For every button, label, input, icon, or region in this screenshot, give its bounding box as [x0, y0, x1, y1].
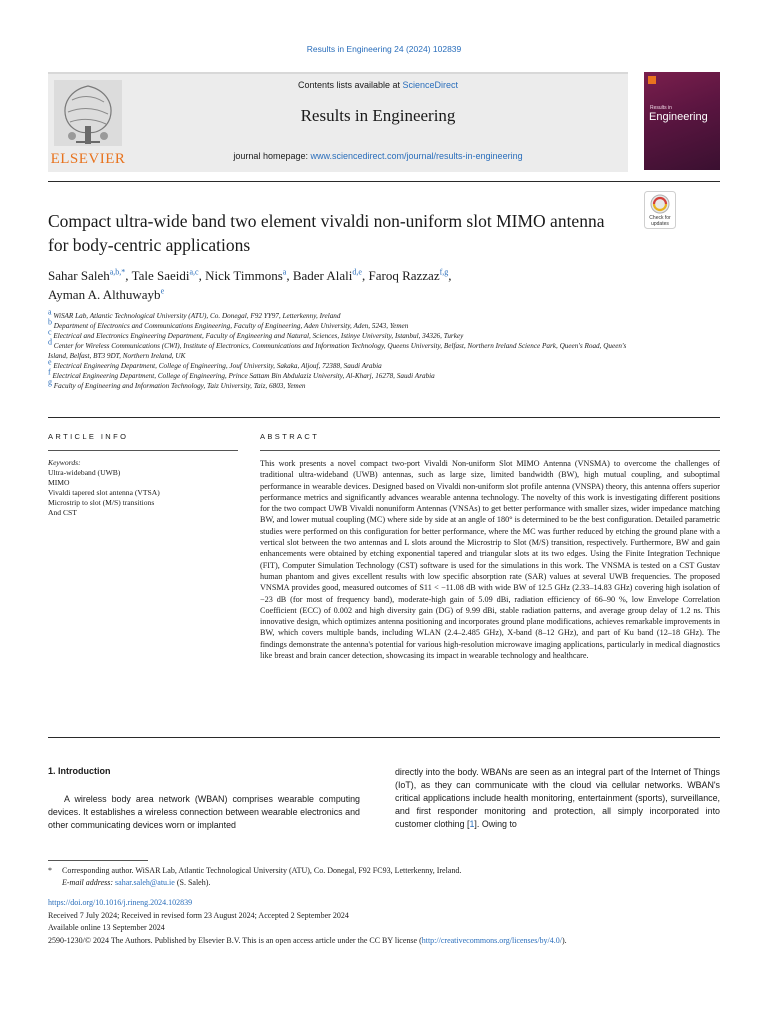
journal-reference-link[interactable]: Results in Engineering 24 (2024) 102839 — [306, 44, 462, 54]
introduction-paragraph-col2: directly into the body. WBANs are seen as an integral part of the Internet of Things (IoT), as they can communicate with the cloud via cellular networks. WBAN's critical applications include health monitoring, entertainment (sports), surveillance, and first responder monitoring and protection, all simply incorporated into customer clothing [1]. Owing to — [395, 767, 720, 829]
keyword-item: Vivaldi tapered slot antenna (VTSA) — [48, 488, 160, 497]
abstract-text: This work presents a novel compact two-port Vivaldi Non-uniform Slot MIMO Antenna (VNSMA) to overcome the challenges of traditional ultra-wideband (UWB) antennas, such as large size, limited bandwidth (BW), high mutual coupling, and suboptimal performance in wearable devices. Designed based on Vivaldi non-uniform slot profile antenna (VNSPA) theory, this antenna offers superior performance metrics and significantly advances wearable antenna technology. The novelty of this work is investigating different positions for the two compact UWB Vivaldi nonuniform Antennas (VNSAs) to get better performance with smaller sizes, wider impedance matching BW, and lower mutual coupling (MC) where side by side at an angle of 180° is determined to be the best configuration. Detailed parametric studies were performed on this configuration for better performance, where the MC was further reduced by etching the ground plane with a vertical slot between the two antennas and L slots around the Microstrip to Slot (M/S) transition, respectively. Furthermore, BW and gain enhancements were obtained by etching exponential tapered and triangular slots at its two edges. Using the Finite Integration Technique (FIT), Computer Simulation Technology (CST) software is used for the simulations in this work. The VNSMA is tested on a CST Gustav human phantom and gives excellent results with low specific absorption rate (SAR) values at several UWB frequencies. The proposed VNSMA provides good, measured outcomes of S11 < −11.08 dB with wide BW of 12.5 GHz (2.33–14.83 GHz) covering high isolation of −23 dB (for most of frequency band), moderate-high gain of 5.09 dBi, radiation efficiency of 66–90 %, low Envelope Correlation Coefficient (ECC) of 0.002 and high diversity gain (DG) of 9.99 dBi, stable radiation patterns, and average group delay of 1.2 ns. This innovative design, which optimizes antenna positioning and incorporates ground plane modifications, achieves remarkable improvements in BW, which covers multiple bands, including WLAN (2.4–2.485 GHz), X-band (8–12 GHz), and part of Ku band (12–18 GHz). The findings demonstrate the antenna's potential for various high-resolution microwave imaging applications, particularly in medical diagnostics like breast and brain cancer detection, showcasing its impact in wearable technology and healthcare. — [260, 459, 720, 661]
abstract-heading: ABSTRACT — [260, 432, 320, 441]
section-divider — [48, 417, 720, 418]
affiliation-item: $^c$ Electrical and Electronics Engineering Department, Faculty of Engineering and Natural, Sciences, Istinye University, Istanbul, 34326, Turkey — [48, 327, 464, 340]
homepage-prefix: journal homepage: — [233, 151, 311, 161]
svg-text:Check for: Check for — [649, 215, 671, 221]
citation-link[interactable]: 1 — [469, 819, 475, 829]
journal-cover-thumbnail[interactable] — [644, 72, 720, 170]
keywords-label: Keywords: — [48, 458, 81, 467]
corresponding-author-footnote: * Corresponding author. WiSAR Lab, Atlantic Technological University (ATU), Co. Donegal, F92 FC93, Letterkenny, Ireland. E-mail address: sahar.saleh@atu.ie (S. Saleh). — [48, 866, 462, 887]
article-info-heading: ARTICLE INFO — [48, 432, 129, 441]
received-dates: Received 7 July 2024; Received in revised form 23 August 2024; Accepted 2 September 2024 — [48, 911, 349, 920]
affiliation-item: $^a$ WiSAR Lab, Atlantic Technological University (ATU), Co. Donegal, F92 YY97, Letterkenny, Ireland — [48, 307, 341, 320]
cover-title: Engineering — [649, 111, 708, 123]
keywords-block — [48, 458, 248, 518]
author[interactable]: Nick Timmons$^a$ — [205, 267, 287, 283]
header-divider — [48, 181, 720, 182]
journal-title: Results in Engineering — [300, 106, 456, 125]
check-for-updates-icon[interactable] — [644, 191, 676, 229]
affiliation-item: $^d$ Center for Wireless Communications (CWI), Institute of Electronics, Communications and Information Technology, Queens University, Belfast, Northern Ireland Science Park, Queen's Road, Queen's Island, Belfast, BT3 9DT, Northern Ireland, UK — [48, 337, 627, 360]
footnote-rule — [48, 860, 148, 861]
license-line: 2590-1230/© 2024 The Authors. Published by Elsevier B.V. This is an open access article under the CC BY license (http://creativecommons.org/licenses/by/4.0/). — [48, 936, 567, 945]
cover-logo-mark — [648, 76, 656, 84]
affiliation-item: $^b$ Department of Electronics and Communications Engineering, Faculty of Engineering, Aden University, Aden, 5243, Yemen — [48, 317, 409, 330]
introduction-heading: 1. Introduction — [48, 766, 111, 776]
affiliation-list — [48, 307, 638, 391]
paper-title: Compact ultra-wide band two element vivaldi non-uniform slot MIMO antenna for body-centric applications — [48, 211, 605, 255]
affiliation-item: $^e$ Electrical Engineering Department, College of Engineering, Jouf University, Sakaka, Aljouf, 72388, Saudi Arabia — [48, 357, 382, 370]
license-link[interactable]: http://creativecommons.org/licenses/by/4.0/ — [421, 936, 563, 945]
author[interactable]: Ayman A. Althuwayb$^e$ — [48, 286, 165, 302]
author-list: Sahar Saleh$^{a,b,*}$, Tale Saeidi$^{a,c}$, Nick Timmons$^a$, Bader Alali$^{d,e}$, Faroq Razzaz$^{f,g}$, Ayman A. Althuwayb$^e$ — [48, 267, 452, 302]
keyword-item: MIMO — [48, 478, 70, 487]
contents-available-line — [128, 80, 628, 90]
article-info-rule — [48, 450, 238, 451]
author[interactable]: Bader Alali$^{d,e}$ — [292, 267, 362, 283]
cover-subtitle: Results in — [650, 105, 672, 111]
keyword-item: Ultra-wideband (UWB) — [48, 468, 121, 477]
footnote-marker: * — [48, 866, 52, 875]
abstract-rule — [260, 450, 720, 451]
contents-prefix: Contents lists available at — [297, 80, 403, 90]
affiliation-item: $^g$ Faculty of Engineering and Information Technology, Taiz University, Taiz, 6803, Yemen — [48, 377, 306, 390]
keyword-item: Microstrip to slot (M/S) transitions — [48, 498, 155, 507]
sciencedirect-link[interactable]: ScienceDirect — [402, 80, 459, 90]
journal-homepage-line — [128, 151, 628, 161]
introduction-paragraph-col1: A wireless body area network (WBAN) comprises wearable computing devices. It establishes a wireless connection between wearable electronics and other communicating devices worn or implanted — [48, 794, 360, 830]
publisher-name: ELSEVIER — [50, 151, 126, 167]
affiliation-item: $^f$ Electrical Engineering Department, College of Engineering, Prince Sattam Bin Abdulaziz University, Al-Kharj, 16278, Saudi Arabia — [48, 367, 435, 380]
doi-link[interactable]: https://doi.org/10.1016/j.rineng.2024.102839 — [48, 898, 193, 907]
journal-homepage-link[interactable]: www.sciencedirect.com/journal/results-in-engineering — [310, 151, 523, 161]
author[interactable]: Faroq Razzaz$^{f,g}$ — [368, 267, 449, 283]
author[interactable]: Sahar Saleh$^{a,b,*}$ — [48, 267, 126, 283]
email-link[interactable]: sahar.saleh@atu.ie — [115, 878, 175, 887]
svg-text:updates: updates — [651, 221, 669, 227]
online-date: Available online 13 September 2024 — [48, 923, 165, 932]
keyword-item: And CST — [48, 508, 77, 517]
body-divider — [48, 737, 720, 738]
author[interactable]: Tale Saeidi$^{a,c}$ — [131, 267, 199, 283]
